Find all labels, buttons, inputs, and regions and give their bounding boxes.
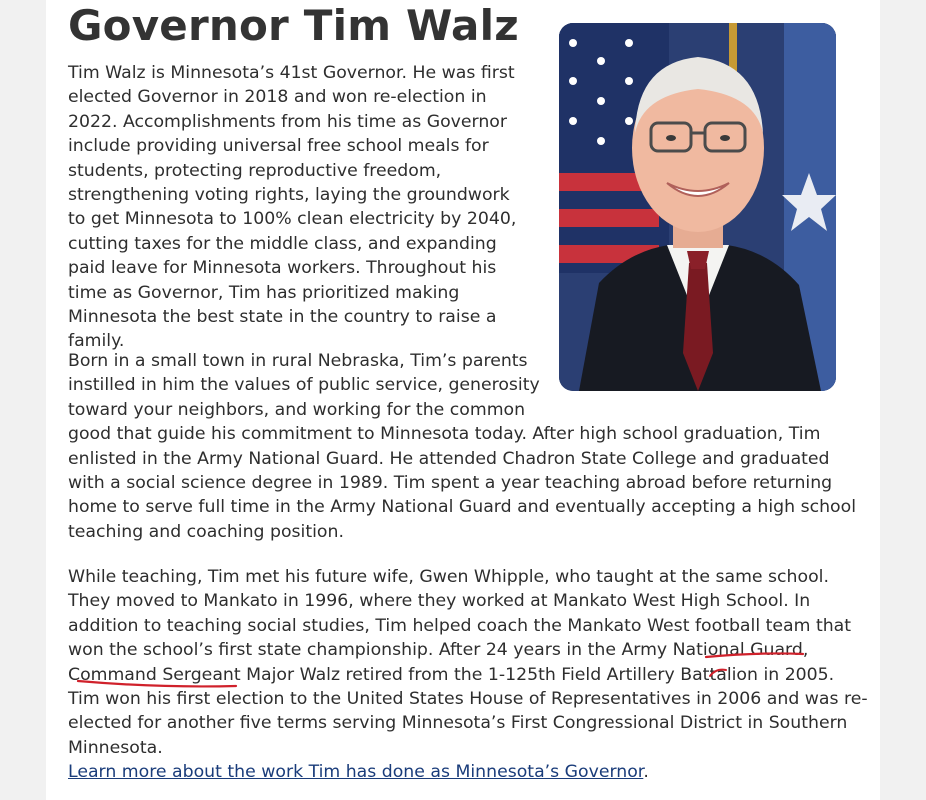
- learn-more-line: [68, 760, 649, 784]
- bio-paragraph-3-text-start: While teaching, Tim met his future wife, Gwen Whipple, who taught at the same school. They moved to Mankato in 1996, where they worked at Mankato West High School. In addition to teaching social studies, Tim helped coach the Mankato West football team that won the school’s first state championship. After 24 years in the Army National Guard,: [68, 567, 852, 661]
- annotated-highlight: Command Sergeant Major Walz: [68, 664, 341, 685]
- bio-paragraph-2: [68, 349, 868, 544]
- link-suffix: .: [643, 762, 649, 782]
- bio-paragraph-2-text: Born in a small town in rural Nebraska, Tim’s parents instilled in him the values of public service, generosity toward your neighbors, and working for the common good that guide his commitment to Minnesota today. After high school graduation, Tim enlisted in the Army National Guard. He attended Chadron State College and graduated with a social science degree in 1989. Tim spent a year teaching abroad before returning home to serve full time in the Army National Guard and eventually accepting a high school teaching and coaching position.: [68, 351, 857, 542]
- governor-portrait-image: [559, 23, 836, 391]
- page-title: Governor Tim Walz: [68, 1, 519, 50]
- bio-paragraph-1: Tim Walz is Minnesota’s 41st Governor. He was first elected Governor in 2018 and won re-election in 2022. Accomplishments from his time as Governor include providing universal free school meals for students, protecting reproductive freedom, strengthening voting rights, laying the groundwork to get Minnesota to 100% clean electricity by 2040, cutting taxes for the middle class, and expanding paid leave for Minnesota workers. Throughout his time as Governor, Tim has prioritized making Minnesota the best state in the country to raise a family.: [68, 63, 517, 352]
- bio-paragraph-3: [68, 565, 868, 760]
- learn-more-link[interactable]: Learn more about the work Tim has done as Minnesota’s Governor: [68, 762, 644, 782]
- bio-paragraph-3-text-end: retired from the 1-125th Field Artillery Battalion in 2005. Tim won his first election to the United States House of Representatives in 2006 and was re-elected for another five terms serving Minnesota’s First Congressional District in Southern Minnesota.: [68, 664, 868, 758]
